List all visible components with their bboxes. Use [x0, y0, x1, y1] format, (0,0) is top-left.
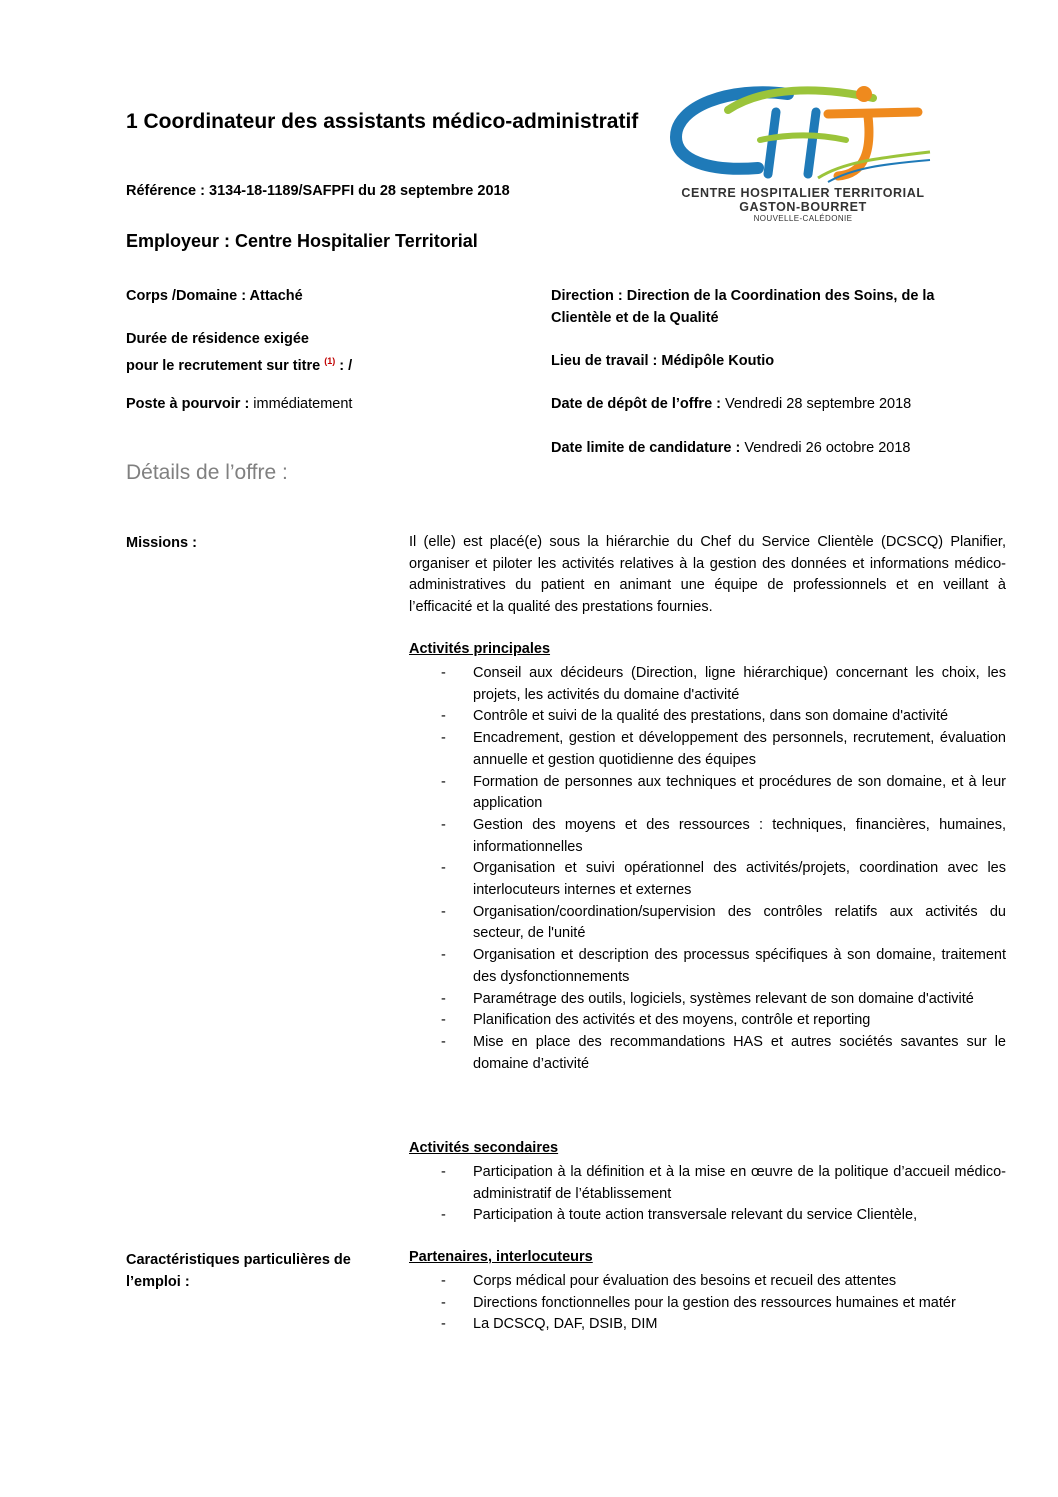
- caract-line-2: l’emploi :: [126, 1274, 190, 1290]
- missions-label: Missions :: [126, 535, 197, 551]
- secondary-activities-list: [409, 1162, 1006, 1227]
- logo-line-2: GASTON-BOURRET: [739, 200, 867, 214]
- limite-value: Vendredi 26 octobre 2018: [740, 440, 911, 456]
- lieu-de-travail: Lieu de travail : Médipôle Koutio: [551, 353, 775, 369]
- list-item: - Organisation et description des processus spécifiques à son domaine, traitement des dysfonctionnements: [409, 945, 1006, 988]
- list-item: - Corps médical pour évaluation des besoins et recueil des attentes: [409, 1271, 1029, 1293]
- logo-line-1: CENTRE HOSPITALIER TERRITORIAL: [681, 186, 925, 200]
- duree-line-2: pour le recrutement sur titre: [126, 357, 321, 374]
- list-item: - Formation de personnes aux techniques et procédures de son domaine, et à leur application: [409, 772, 1006, 815]
- caracteristiques-label: [126, 1249, 351, 1293]
- list-item: - Participation à la définition et à la mise en œuvre de la politique d’accueil médico-administratif de l’établissement: [409, 1162, 1006, 1205]
- list-item: - Contrôle et suivi de la qualité des prestations, dans son domaine d'activité: [409, 706, 1006, 728]
- logo-line-3: NOUVELLE-CALÉDONIE: [753, 214, 853, 223]
- reference: Référence : 3134-18-1189/SAFPFI du 28 septembre 2018: [126, 183, 510, 199]
- caract-line-1: Caractéristiques particulières de: [126, 1252, 351, 1268]
- list-item: - Mise en place des recommandations HAS et autres sociétés savantes sur le domaine d’activité: [409, 1032, 1006, 1075]
- details-heading: Détails de l’offre :: [126, 461, 288, 484]
- poste-a-pourvoir: [126, 393, 352, 415]
- list-item: - Planification des activités et des moyens, contrôle et reporting: [409, 1010, 1006, 1032]
- partners-list: [409, 1271, 1029, 1336]
- depot-label: Date de dépôt de l’offre :: [551, 396, 721, 412]
- employer: Employeur : Centre Hospitalier Territorial: [126, 231, 478, 251]
- duree-residence: [126, 328, 352, 377]
- list-item: - Organisation/coordination/supervision des contrôles relatifs aux activités du secteur, de l'unité: [409, 902, 1006, 945]
- main-activities-heading: Activités principales: [409, 641, 551, 657]
- list-item: - La DCSCQ, DAF, DSIB, DIM: [409, 1314, 1029, 1336]
- depot-value: Vendredi 28 septembre 2018: [721, 396, 912, 412]
- corps-domaine: Corps /Domaine : Attaché: [126, 288, 303, 304]
- main-activities-list: [409, 663, 1006, 1075]
- list-item: - Encadrement, gestion et développement des personnels, recrutement, évaluation annuelle et gestion quotidienne des équipes: [409, 728, 1006, 771]
- list-item: - Organisation et suivi opérationnel des activités/projets, coordination avec les interlocuteurs internes et externes: [409, 858, 1006, 901]
- cht-logo: [668, 82, 938, 228]
- direction: [551, 285, 971, 329]
- missions-text: Il (elle) est placé(e) sous la hiérarchie du Chef du Service Clientèle (DCSCQ) Planifier, organiser et piloter les activités relatives à la gestion des données et informations médico-administratives du patient en animant une équipe de professionnels et en veillant à l’efficacité et la qualité des prestations fournies.: [409, 534, 1006, 616]
- list-item: - Gestion des moyens et des ressources : techniques, financières, humaines, informationnelles: [409, 815, 1006, 858]
- secondary-activities-heading: Activités secondaires: [409, 1140, 559, 1156]
- partners-heading: Partenaires, interlocuteurs: [409, 1249, 593, 1265]
- page-title: 1 Coordinateur des assistants médico-administratif: [126, 110, 639, 133]
- duree-value: : /: [335, 357, 353, 374]
- footnote-marker: (1): [324, 356, 336, 366]
- date-limite: [551, 437, 910, 459]
- poste-value: immédiatement: [249, 396, 353, 412]
- direction-line-1: Direction : Direction de la Coordination des Soins, de la: [551, 288, 935, 304]
- duree-line-1: Durée de résidence exigée: [126, 331, 309, 347]
- list-item: - Conseil aux décideurs (Direction, ligne hiérarchique) concernant les choix, les projets, les activités du domaine d'activité: [409, 663, 1006, 706]
- list-item: - Paramétrage des outils, logiciels, systèmes relevant de son domaine d'activité: [409, 989, 1006, 1011]
- direction-line-2: Clientèle et de la Qualité: [551, 310, 719, 326]
- poste-label: Poste à pourvoir :: [126, 396, 250, 412]
- list-item: - Participation à toute action transversale relevant du service Clientèle,: [409, 1205, 1006, 1227]
- cht-logo-mark: [668, 82, 938, 186]
- limite-label: Date limite de candidature :: [551, 440, 741, 456]
- date-depot: [551, 393, 911, 415]
- list-item: - Directions fonctionnelles pour la gestion des ressources humaines et matér: [409, 1293, 1029, 1315]
